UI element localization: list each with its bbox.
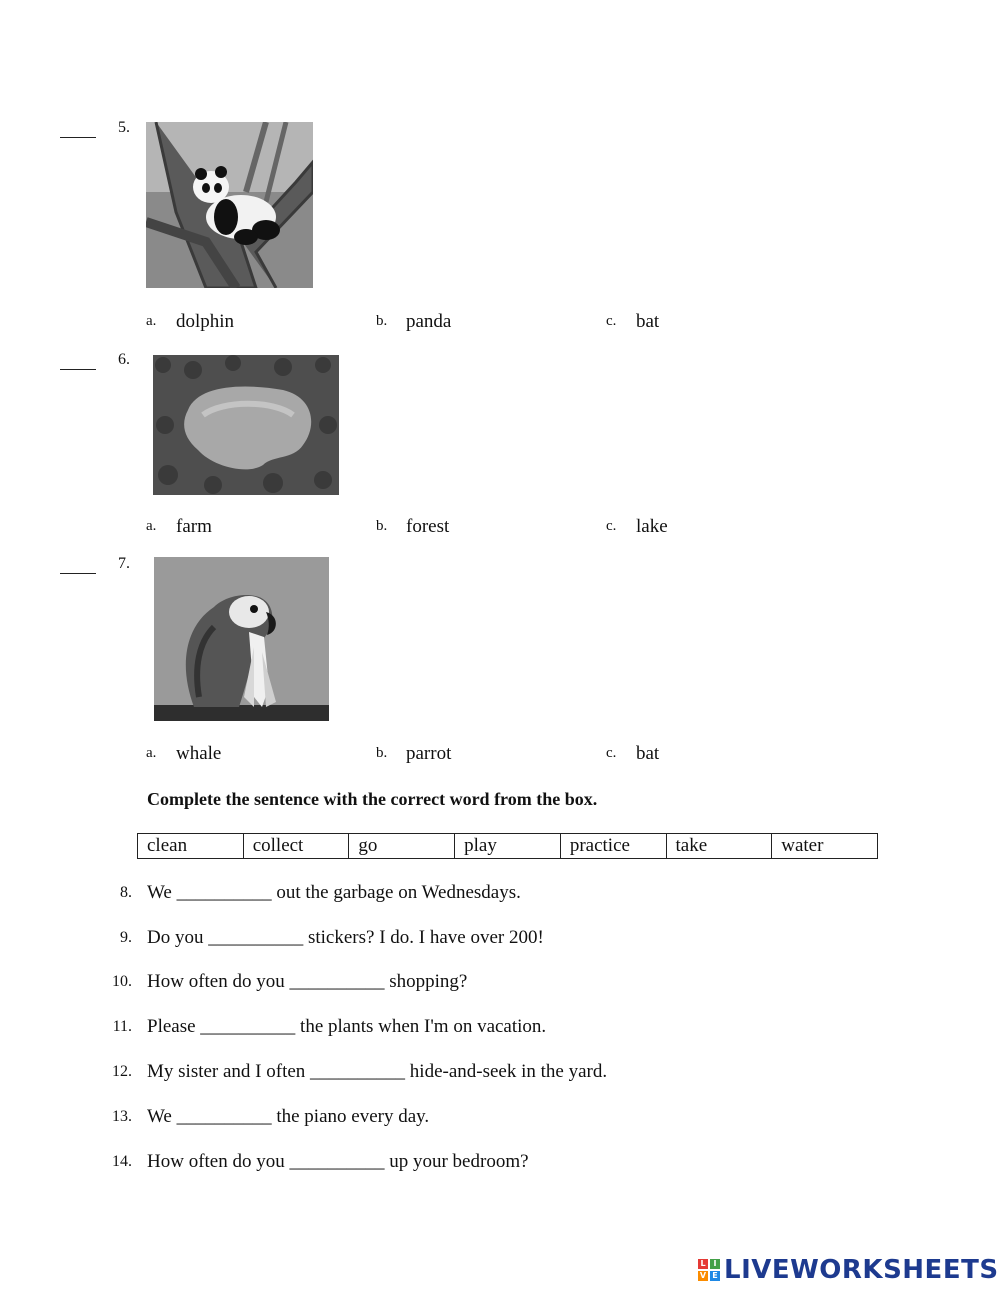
option-text[interactable]: forest [406, 516, 450, 537]
option-letter: b. [376, 518, 388, 534]
word-box-cell: clean [138, 834, 244, 859]
answer-blank-6[interactable] [60, 369, 96, 370]
option-text[interactable]: lake [636, 516, 668, 537]
logo-mark-icon [698, 1259, 720, 1281]
option-letter: c. [606, 745, 617, 761]
parrot-photo [154, 557, 329, 721]
sentence-number: 8. [120, 884, 132, 901]
sentence-text: My sister and I often __________ hide-and-seek in the yard. [147, 1061, 608, 1082]
question-number-6: 6. [118, 351, 130, 368]
panda-photo [146, 122, 313, 288]
word-box-cell: collect [243, 834, 349, 859]
sentence-text: Do you __________ stickers? I do. I have over 200! [147, 927, 544, 948]
logo-mark-letter: V [699, 1271, 707, 1280]
logo-mark-letter: I [710, 1259, 720, 1269]
option-text[interactable]: whale [176, 743, 222, 764]
word-box-cell: go [349, 834, 455, 859]
sentence-text: We __________ out the garbage on Wednesdays. [147, 882, 521, 903]
sentence-number: 9. [120, 929, 132, 946]
sentence-number: 10. [112, 973, 132, 990]
question-number-5: 5. [118, 119, 130, 136]
option-letter: b. [376, 313, 388, 329]
logo-mark-letter: L [698, 1259, 708, 1269]
section-instruction: Complete the sentence with the correct word from the box. [147, 789, 598, 809]
word-box-cell: take [666, 834, 772, 859]
sentence-number: 11. [112, 1018, 132, 1035]
option-letter: c. [606, 518, 617, 534]
lake-photo [153, 355, 339, 495]
word-box [137, 833, 878, 859]
logo-text: LIVEWORKSHEETS [724, 1255, 999, 1285]
option-letter: c. [606, 313, 617, 329]
sentence-number: 14. [112, 1153, 132, 1170]
option-letter: a. [146, 518, 157, 534]
option-text[interactable]: parrot [406, 743, 452, 764]
sentence-text: How often do you __________ shopping? [147, 971, 468, 992]
option-text[interactable]: farm [176, 516, 212, 537]
answer-blank-7[interactable] [60, 573, 96, 574]
word-box-cell: water [772, 834, 878, 859]
liveworksheets-logo [698, 1253, 999, 1287]
option-letter: b. [376, 745, 388, 761]
sentence-text: Please __________ the plants when I'm on vacation. [147, 1016, 547, 1037]
question-number-7: 7. [118, 555, 130, 572]
sentence-number: 12. [112, 1063, 132, 1080]
option-text[interactable]: dolphin [176, 311, 235, 332]
word-box-cell: practice [560, 834, 666, 859]
option-text[interactable]: panda [406, 311, 452, 332]
answer-blank-5[interactable] [60, 137, 96, 138]
sentence-text: We __________ the piano every day. [147, 1106, 430, 1127]
logo-mark-letter: E [710, 1271, 720, 1281]
sentence-text: How often do you __________ up your bedroom? [147, 1151, 529, 1172]
word-box-cell: play [455, 834, 561, 859]
option-letter: a. [146, 313, 157, 329]
option-text[interactable]: bat [636, 743, 660, 764]
option-letter: a. [146, 745, 157, 761]
option-text[interactable]: bat [636, 311, 660, 332]
sentence-number: 13. [112, 1108, 132, 1125]
